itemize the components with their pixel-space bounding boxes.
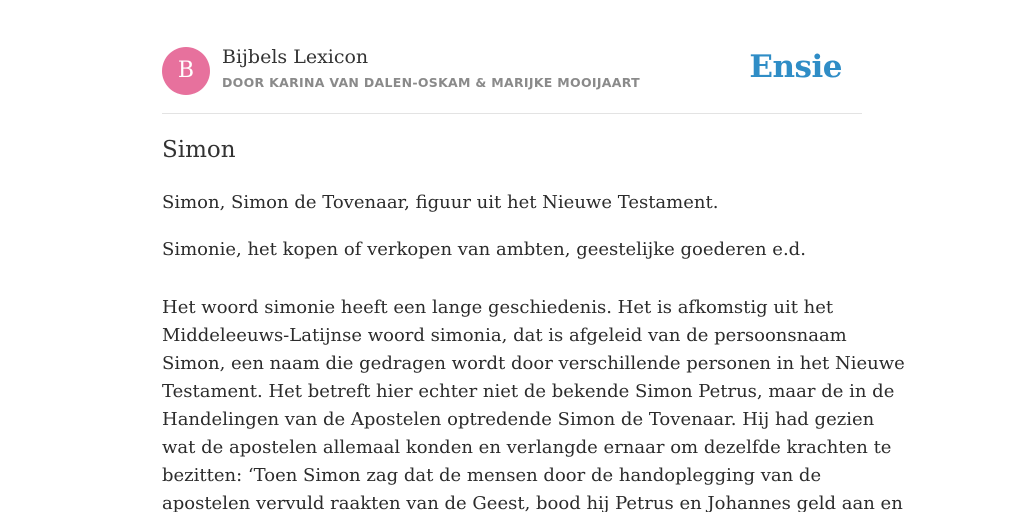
book-avatar[interactable]: B <box>162 47 210 95</box>
body-line: Middeleeuws-Latijnse woord simonia, dat is afgeleid van de persoonsnaam <box>162 325 847 346</box>
body-line: Het woord simonie heeft een lange geschiedenis. Het is afkomstig uit het <box>162 297 834 318</box>
book-title-link[interactable]: Bijbels Lexicon <box>222 46 369 68</box>
body-line: apostelen vervuld raakten van de Geest, bood hij Petrus en Johannes geld aan en <box>162 493 903 512</box>
entry-body <box>162 294 905 512</box>
sense-1: Simon, Simon de Tovenaar, figuur uit het Nieuwe Testament. <box>162 192 719 213</box>
body-line: wat de apostelen allemaal konden en verlangde ernaar om dezelfde krachten te <box>162 437 892 458</box>
body-line: Handelingen van de Apostelen optredende Simon de Tovenaar. Hij had gezien <box>162 409 875 430</box>
header <box>162 46 862 96</box>
brand-logo[interactable]: Ensie <box>749 49 842 85</box>
body-line: Simon, een naam die gedragen wordt door verschillende personen in het Nieuwe <box>162 353 905 374</box>
body-line: Testament. Het betreft hier echter niet de bekende Simon Petrus, maar de in de <box>162 381 895 402</box>
body-line: bezitten: ‘Toen Simon zag dat de mensen door de handoplegging van de <box>162 465 822 486</box>
entry-title: Simon <box>162 137 236 163</box>
book-authors: DOOR KARINA VAN DALEN-OSKAM & MARIJKE MOOIJAART <box>222 75 640 90</box>
header-divider <box>162 113 862 114</box>
sense-2: Simonie, het kopen of verkopen van ambten, geestelijke goederen e.d. <box>162 239 806 260</box>
